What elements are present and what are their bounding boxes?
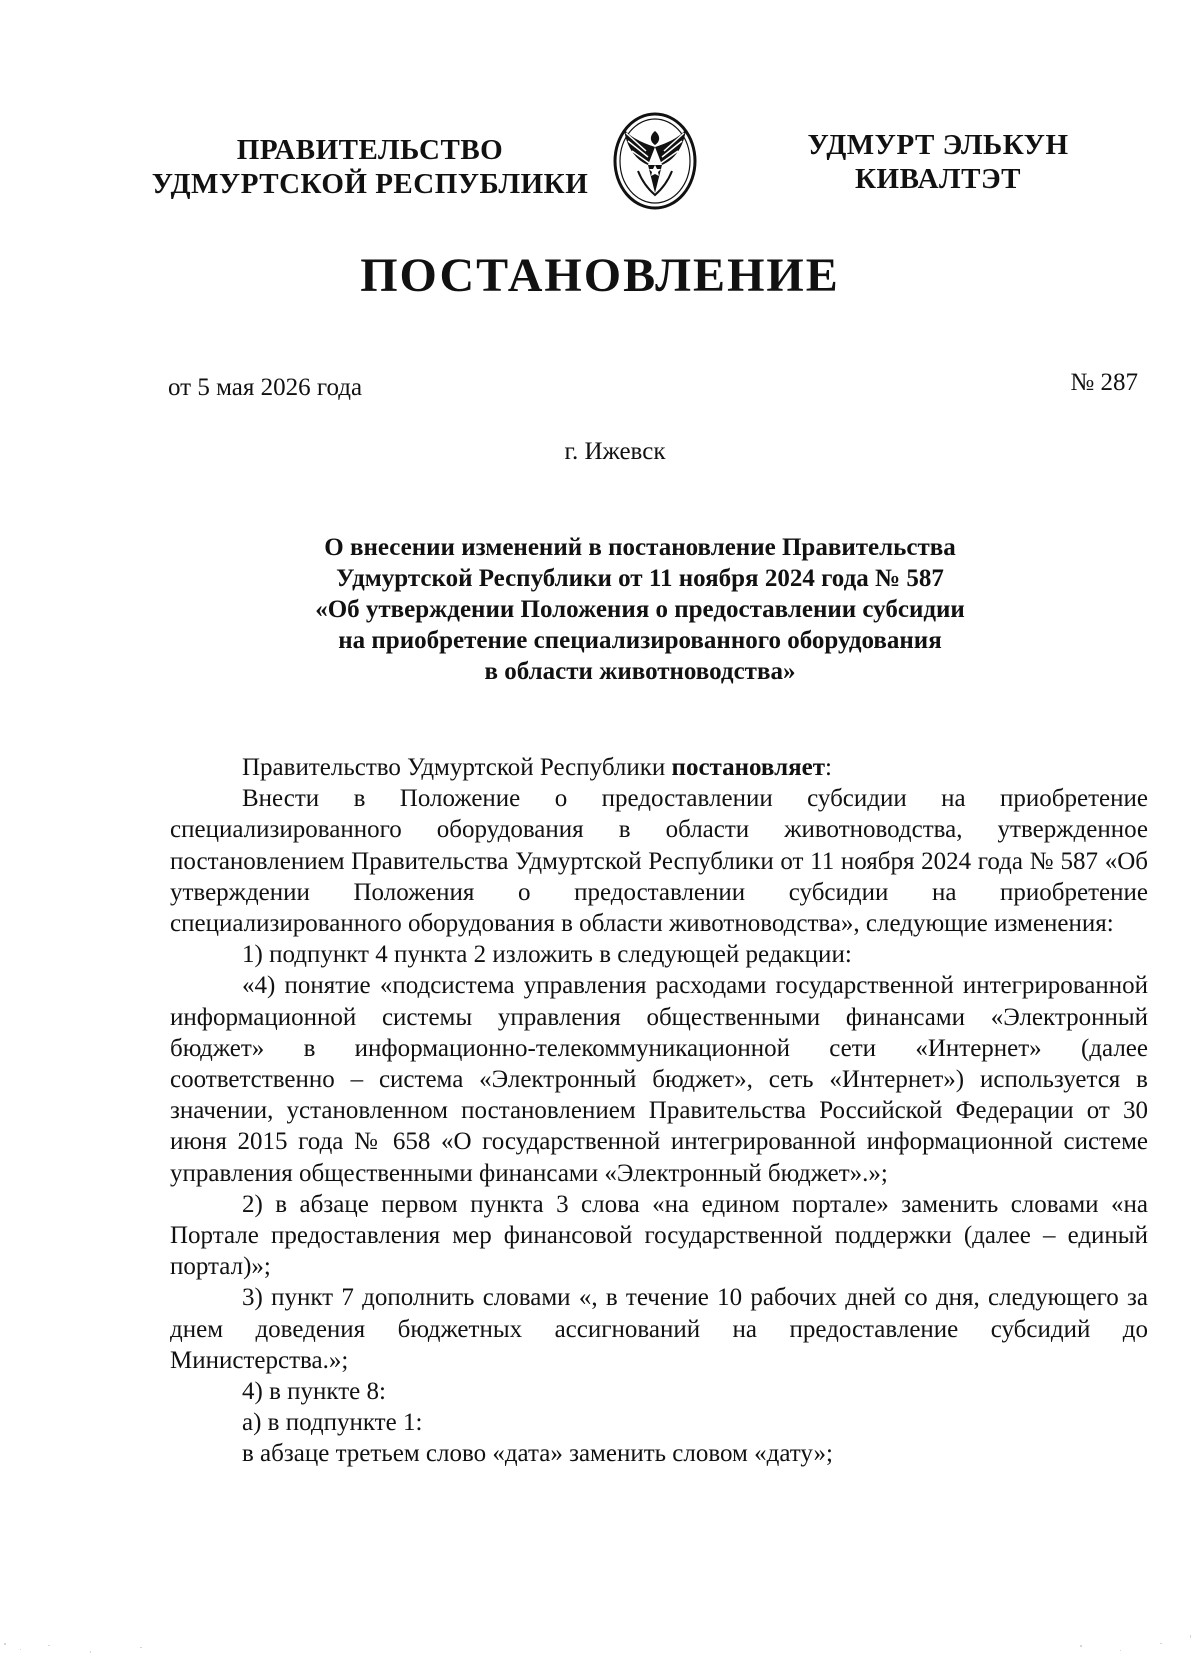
title-line: О внесении изменений в постановление Правительства <box>324 534 956 561</box>
body-paragraph: 4) в пункте 8: <box>242 1378 386 1406</box>
issuer-name-udmurt <box>778 128 1098 196</box>
title-line: Удмуртской Республики от 11 ноября 2024 года № 587 <box>336 565 944 592</box>
intro-colon: : <box>825 754 832 781</box>
document-type: ПОСТАНОВЛЕНИЕ <box>360 249 840 302</box>
document-title <box>200 532 1080 687</box>
title-line: «Об утверждении Положения о предоставлении субсидии <box>315 596 965 623</box>
issuer-line-1: ПРАВИТЕЛЬСТВО <box>236 134 504 166</box>
document-city: г. Ижевск <box>564 438 666 465</box>
document-number: № 287 <box>1070 369 1138 396</box>
udmurt-coat-of-arms-icon <box>612 111 698 211</box>
body-paragraph: Внести в Положение о предоставлении субсидии на приобретение специализированного оборудования в области животноводства, утвержденное постановлением Правительства Удмуртской Республики от 11 ноября 2024 года № 587 «Об утверждении Положения о предоставлении субсидии на приобретение специализированного оборудования в области животноводства», следующие изменения: <box>170 785 1148 938</box>
document-body <box>170 752 1148 1470</box>
body-paragraph: а) в подпункте 1: <box>242 1409 423 1437</box>
issuer-name-russian <box>150 133 590 201</box>
document-date: от 5 мая 2026 года <box>168 374 363 401</box>
body-paragraph: 2) в абзаце первом пункта 3 слова «на едином портале» заменить словами «на Портале предоставления мер финансовой государственной поддержки (далее – единый портал)»; <box>170 1190 1148 1281</box>
intro-text: Правительство Удмуртской Республики <box>242 754 672 781</box>
scan-edge-noise <box>0 1625 1200 1655</box>
body-paragraph: 3) пункт 7 дополнить словами «, в течение 10 рабочих дней со дня, следующего за днем доведения бюджетных ассигнований на предоставление субсидий до Министерства.»; <box>170 1284 1148 1374</box>
issuer-line-2: УДМУРТСКОЙ РЕСПУБЛИКИ <box>151 168 589 200</box>
body-paragraph: 1) подпункт 4 пункта 2 изложить в следующей редакции: <box>242 941 852 969</box>
body-paragraph: «4) понятие «подсистема управления расходами государственной интегрированной информационной системы управления общественными финансами «Электронный бюджет» в информационно-телекоммуникационной сети «Интернет» (далее соответственно – система «Электронный бюджет», сеть «Интернет») используется в значении, установленном постановлением Правительства Российской Федерации от 30 июня 2015 года № 658 «О государственной интегрированной информационной системе управления общественными финансами «Электронный бюджет».»; <box>170 972 1148 1187</box>
title-line: на приобретение специализированного оборудования <box>338 627 942 654</box>
issuer-udmurt-line-1: УДМУРТ ЭЛЬКУН <box>807 129 1069 161</box>
intro-verb: постановляет <box>671 754 826 781</box>
resolution-intro <box>170 752 1148 783</box>
issuer-udmurt-line-2: КИВАЛТЭТ <box>854 163 1021 195</box>
body-paragraph: в абзаце третьем слово «дата» заменить словом «дату»; <box>242 1440 833 1468</box>
title-line: в области животноводства» <box>484 658 796 685</box>
